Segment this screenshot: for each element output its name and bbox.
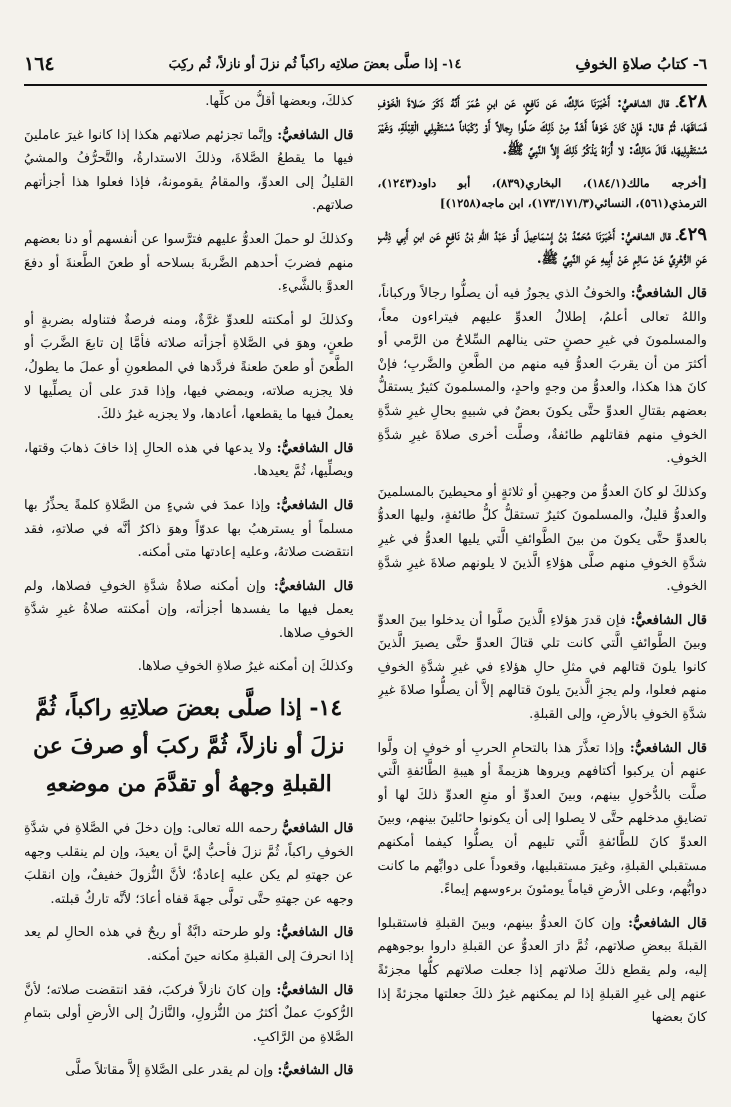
hadith-paragraph (378, 223, 708, 272)
body-paragraph (24, 90, 354, 114)
paragraph-text: وإن أمكنه صلاةُ شدَّةِ الخوفِ فصلاها، ولم يعمل فيها ما يفسدها أجزأته، وإن أمكنته صلاةُ غيرِ شدَّةِ الخوفِ صلاها. (24, 578, 354, 641)
speaker-label: قال الشافعيُّ: (277, 1063, 354, 1079)
speaker-label: قال الشافعيُّ: (276, 440, 354, 456)
header-rule (24, 84, 707, 86)
paragraph-text: وكذلكَ لو حملَ العدوُّ عليهم فترَّسوا عن أنفسهم أو دنا بعضهم منهم فضربَ أحدهم الضَّربةَ بسلاحه أو طعنَ الطَّعنةَ أو دفعَ العدوَّ بالشَّيءِ. (24, 231, 354, 295)
paragraph-text: وإذا عمدَ في شيءٍ من الصَّلاةِ كلمةً يحذِّرُ بها مسلماً أو يسترهبُ بها عدوّاً وهوَ ذاكرٌ أنَّه في صلاتهِ، فقد انتقضت صلاتهُ، وعليه إعادتها متى أمكنه. (24, 497, 354, 561)
speaker-label: قال الشافعيُّ: (276, 982, 354, 998)
body-paragraph (378, 282, 708, 471)
paragraph-text: كذلكَ، وبعضها أقلُّ من كلِّها. (205, 94, 354, 109)
speaker-label: قال الشافعيُّ (282, 821, 354, 837)
paragraph-text: ولو طرحته دابَّةٌ أو ريحٌ في هذه الحالِ لم يعد إذا انحرفَ إلى القبلةِ مكانه حينَ أمكنه. (24, 925, 354, 965)
page-number: ١٦٤ (24, 53, 55, 75)
paragraph-text: وكذلكَ لو كانَ العدوُّ من وجهينِ أو ثلاثةٍ أو محيطينَ بالمسلمينَ والعدوُّ قليلٌ، والمسلمونَ كثيرٌ تستقلُّ كلُّ طائفةٍ، وليها العدوُّ بالعدوِّ حتَّى يكونَ من بينَ الطَّوائفِ الَّتي يليها العدوُّ في غيرِ شدَّةِ الخوفِ منهم صلَّى هؤلاءِ الَّذينَ لا يلونهم صلاةَ غيرِ شدَّةِ الخوفِ. (377, 484, 707, 595)
body-paragraph (24, 921, 354, 968)
paragraph-text: ولا يدعها في هذه الحالِ إذا خافَ ذهابَ وقتها، ويصلِّيها، ثُمَّ يعيدها. (24, 440, 354, 480)
paragraph-text: وإذا تعذَّرَ هذا بالتحامِ الحربِ أو خوفٍ إن ولَّوا عنهم أن يركبوا أكتافهم ويروها هزيمةً أو هيبةِ الطَّائفةِ الَّتي صلَّت بالدُّخولِ بينهم، وبينَ العدوِّ أو منعِ العدوِّ ذلكَ لها أو تضايقِ مدخلهم حتَّى لا يصلوا إلى أن يكونوا حائلينَ بينهم، وبينَ العدوِّ كانَ للطَّائفةِ الَّتي تليهم أن يصلُّوا كيفما أمكنهم مستقبلي القبلةِ، وغيرَ مستقبليها، وقعوداً على دوابِّهم ما كانت دوابُّهم، وعلى الأرضِ قياماً يومئونَ برءوسهم إيماءً. (377, 740, 707, 898)
paragraph-text: فإن قدرَ هؤلاءِ الَّذينَ صلَّوا أن يدخلوا بينَ العدوِّ وبينَ الطَّوائفِ الَّتي كانت تلي قتالَ العدوِّ حتَّى يصيرَ الَّذينَ كانوا يلونَ قتالهم في مثلِ حالِ هؤلاءِ في غيرِ شدَّةِ الخوفِ منهم فعلوا، ولم يجزِ الَّذينَ يلونَ قتالهم إلاَّ أن يصلُّوا صلاةَ غيرِ شدَّةِ الخوفِ بالأرضِ، وإلى القبلةِ. (377, 612, 707, 723)
body-paragraph (24, 309, 354, 427)
hadith-number: ٤٢٩ (677, 223, 707, 245)
body-paragraph (24, 979, 354, 1050)
body-paragraph (24, 817, 354, 911)
paragraph-text: وإن لم يقدر على الصَّلاةِ إلاَّ مقاتلاً صلَّى (65, 1063, 278, 1079)
paragraph-text: وإنَّما تجزئهم صلاتهم هكذا إذا كانوا غيرَ عاملينَ فيها ما يقطعُ الصَّلاةَ، وذلكَ الاستدارةُ، والتَّحرُّفُ والمشيُ القليلُ إلى العدوِّ، والمقامُ يقومونهُ، فإذا فعلوا هذا أجزأتهم صلاتهم. (24, 127, 354, 214)
speaker-label: قال الشافعيُّ: (630, 612, 707, 628)
body-paragraph (24, 228, 354, 299)
body-paragraph (378, 737, 708, 902)
speaker-label: قال الشافعيُّ: (276, 925, 354, 941)
speaker-label: قال الشافعيُّ: (277, 127, 354, 143)
chapter-title: ٦- كتابُ صلاةِ الخوفِ (575, 55, 707, 73)
body-paragraph (24, 655, 354, 679)
left-column (24, 90, 354, 1099)
body-paragraph (24, 1059, 354, 1083)
paragraph-text: وإن كانَ العدوُّ بينهم، وبينَ القبلةِ فاستقبلوا القبلةَ ببعضِ صلاتهم، ثُمَّ دارَ العدوُّ عن القبلةِ داروا بوجوههم إليه، ولم يقطع ذلكَ صلاتهم إذا جعلت صلاتهم كلُّها مجزئةً عنهم إلى غيرِ القبلةِ إذا لم يمكنهم غيرُ ذلكَ جعلتها مجزئةً إذا كانَ بعضها (377, 915, 707, 1026)
speaker-label: قال الشافعيُّ: (628, 915, 707, 931)
paragraph-text: رحمه الله تعالى: وإن دخلَ في الصَّلاةِ في شدَّةِ الخوفِ راكباً، ثُمَّ نزلَ فأحبُّ إليَّ أن يعيدَ، وإن لم ينقلب وجهه عن جهتهِ لم يكن عليه إعادةٌ؛ لأنَّ النُّزولَ خفيفٌ، وإن انقلبَ وجهه عن جهتهِ حتَّى تولَّى جهةَ قفاه أعادَ؛ لأنَّه تاركٌ قبلته. (24, 821, 354, 907)
body-paragraph (24, 437, 354, 484)
body-paragraph (378, 912, 708, 1030)
chapter-heading: ١٤- إذا صلَّى بعضَ صلاتِهِ راكباً، ثُمَّ نزلَ أو نازلاً، ثُمَّ ركبَ أو صرفَ عن القبلةِ وجههُ أو تقدَّمَ من موضعهِ (33, 695, 345, 798)
body-paragraph (378, 609, 708, 727)
body-paragraph (24, 575, 354, 646)
paragraph-text: وكذلكَ لو أمكنته للعدوِّ غرَّةٌ، ومنه فرصةٌ فتناوله بضربةٍ أو طعنٍ، وهوَ في الصَّلاةِ أجزأته صلاته فأمَّا إن تابعَ الضَّربَ أو الطَّعنَ أو طعنَ طعنةً فردَّدها في المطعونِ أو عملَ ما يطولُ، فلا يجزيه صلاته، ويمضي فيها، وإذا قدرَ على أن يصلِّيها لا يعملُ فيها ما يقطعها، أعادها، ولا يجزيه غيرُ ذلكَ. (24, 312, 354, 423)
text-columns (24, 90, 707, 1099)
running-header (24, 46, 707, 82)
paragraph-text: وكذلكَ إن أمكنه غيرُ صلاةِ الخوفِ صلاها. (137, 659, 354, 675)
hadith-paragraph (378, 90, 708, 163)
hadith-text: ـ قال الشافعيُّ: أَخْبَرَنَا مُحَمَّدُ بْنُ إِسْمَاعِيلَ أَوْ عَبْدُ اللهِ بْنُ نَافِعٍ عَن ابنِ أَبِي ذِئْبٍ عَنِ الزُّهْرِيِّ عَنْ سَالِمٍ عَنْ أَبِيهِ عَنِ النَّبِيِّ ﷺ. (377, 227, 707, 268)
speaker-label: قال الشافعيُّ: (629, 740, 707, 756)
right-column (378, 90, 708, 1099)
hadith-text: ـ قال الشافعيُّ: أَخْبَرَنَا مَالِكٌ، عَن نَافِعٍ، عَن ابنِ عُمَرَ أَنَّهُ ذَكَرَ صَلاةَ الْخَوْفِ فَسَاقَهَا، ثُمَّ قال: فَإِنْ كَانَ خَوْفاً أَشَدَّ مِنْ ذَلِكَ صَلَّوا رِجالاً أَوْ رُكْبَاناً مُسْتَقْبِلِي الْقِبْلَةِ، وَغَيْرَ مُسْتَقْبِلِيهَا، قَالَ مَالِكٌ: لا أُرَاهُ يَذْكُرُ ذَلِكَ إِلاَّ النَّبِيِّ ﷺ. (377, 95, 707, 159)
paragraph-text: وإن كانَ نازلاً فركبَ، فقد انتقضت صلاته؛ لأنَّ الرُّكوبَ عملٌ أكثرُ من النُّزولِ، والنَّازلُ إلى الأرضِ أولى بتمامِ الصَّلاةِ من الرَّاكبِ. (24, 982, 354, 1045)
hadith-number: ٤٢٨ (677, 91, 707, 112)
section-title: ١٤- إذا صلَّى بعضَ صلاتِه راكباً ثُم نزلَ أو نازلاً، ثُم ركِبَ (168, 56, 462, 72)
body-paragraph (24, 124, 354, 218)
speaker-label: قال الشافعيُّ: (273, 578, 354, 594)
paragraph-text: والخوفُ الذي يجوزُ فيه أن يصلُّوا رجالاً وركباناً، واللهُ تعالى أعلمُ، إطلالُ العدوِّ عليهم فيتراءون معاً، والمسلمونَ في غيرِ حصنٍ حتى ينالهم السِّلاحُ من الرَّمي أو أكثرَ من أن يقربَ العدوُّ فيه منهم من الطَّعنِ والضَّربِ؛ فإنْ كانَ هذا هكذا، والعدوُّ من وجهٍ واحدٍ، والمسلمونَ كثيرٌ يستقلُّ بعضهم بقتالِ العدوِّ حتَّى يكونَ بعضٌ في شبيهٍ بحالِ غيرِ شدَّةِ الخوفِ منهم فقاتلهم طائفةٌ، وصلَّت أخرى صلاةَ غيرِ شدَّةِ الخوفِ. (377, 285, 707, 467)
speaker-label: قال الشافعيُّ: (630, 285, 707, 301)
speaker-label: قال الشافعيُّ: (276, 497, 354, 513)
hadith-reference: [أخرجه مالك(١٨٤/١)، البخاري(٨٣٩)، أبو داود(١٢٤٣)، الترمذي(٥٦١)، النسائي(١٧٣/١٧١/٣)، ابن ماجه(١٢٥٨)] (377, 175, 707, 210)
body-paragraph (24, 494, 354, 565)
body-paragraph (378, 481, 708, 599)
